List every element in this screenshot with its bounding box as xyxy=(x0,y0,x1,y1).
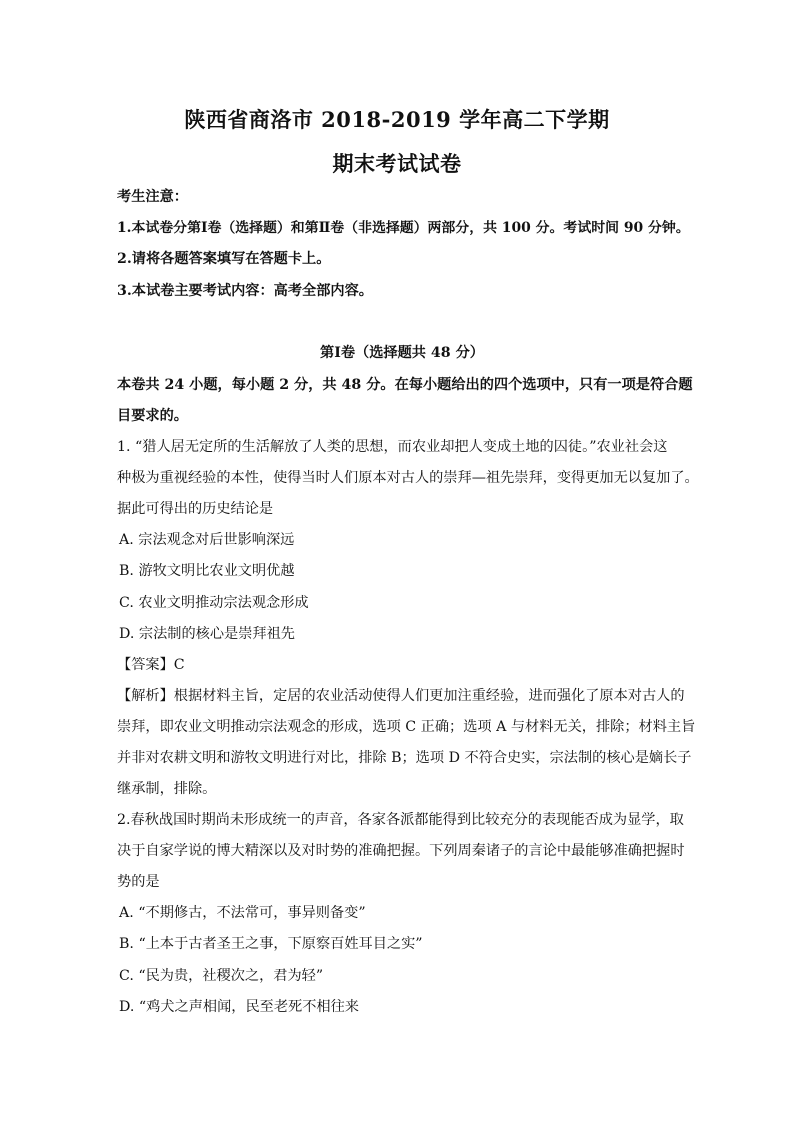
notice-item: 2.请将各题答案填写在答题卡上。 xyxy=(117,251,331,267)
question-stem: 决于自家学说的博大精深以及对时势的准确把握。下列周秦诸子的言论中最能够准确把握时 xyxy=(117,843,685,859)
option-b: B. 游牧文明比农业文明优越 xyxy=(119,563,295,579)
option-d: D. 宗法制的核心是崇拜祖先 xyxy=(119,626,295,642)
analysis: 崇拜，即农业文明推动宗法观念的形成，选项 C 正确；选项 A 与材料无关，排除；材料主旨 xyxy=(117,719,696,735)
section-intro: 本卷共 24 小题，每小题 2 分，共 48 分。在每小题给出的四个选项中，只有一项是符合题 xyxy=(117,377,693,393)
exam-subtitle: 期末考试试卷 xyxy=(332,151,462,176)
option-c: C. “民为贵，社稷次之，君为轻” xyxy=(119,968,324,984)
option-a: A. 宗法观念对后世影响深远 xyxy=(119,532,295,548)
notice-item: 1.本试卷分第Ⅰ卷（选择题）和第Ⅱ卷（非选择题）两部分，共 100 分。考试时间 90 分钟。 xyxy=(117,220,690,236)
analysis: 继承制，排除。 xyxy=(117,781,217,797)
section-intro: 目要求的。 xyxy=(117,408,188,424)
exam-title: 陕西省商洛市 2018-2019 学年高二下学期 xyxy=(184,107,610,132)
option-a: A. “不期修古，不法常可，事异则备变” xyxy=(119,905,366,921)
question-stem: 2.春秋战国时期尚未形成统一的声音，各家各派都能得到比较充分的表现能否成为显学，取 xyxy=(117,812,684,828)
analysis: 【解析】根据材料主旨，定居的农业活动使得人们更加注重经验，进而强化了原本对古人的 xyxy=(117,688,685,704)
option-d: D. “鸡犬之声相闻，民至老死不相往来 xyxy=(119,999,359,1015)
section-title: 第Ⅰ卷（选择题共 48 分） xyxy=(320,345,484,361)
answer: 【答案】C xyxy=(117,657,185,673)
option-b: B. “上本于古者圣王之事，下原察百姓耳目之实” xyxy=(119,936,423,952)
notice-heading: 考生注意： xyxy=(117,189,188,205)
option-c: C. 农业文明推动宗法观念形成 xyxy=(119,595,309,611)
question-stem: 势的是 xyxy=(117,874,160,890)
question-stem: 据此可得出的历史结论是 xyxy=(117,501,274,517)
notice-item: 3.本试卷主要考试内容：高考全部内容。 xyxy=(117,283,373,299)
question-stem: 1. “猎人居无定所的生活解放了人类的思想，而农业却把人变成土地的囚徒。”农业社会这 xyxy=(117,439,668,455)
analysis: 并非对农耕文明和游牧文明进行对比，排除 B；选项 D 不符合史实，宗法制的核心是嫡长子 xyxy=(117,750,692,766)
question-stem: 种极为重视经验的本性，使得当时人们原本对古人的崇拜—祖先崇拜，变得更加无以复加了。 xyxy=(117,470,699,486)
